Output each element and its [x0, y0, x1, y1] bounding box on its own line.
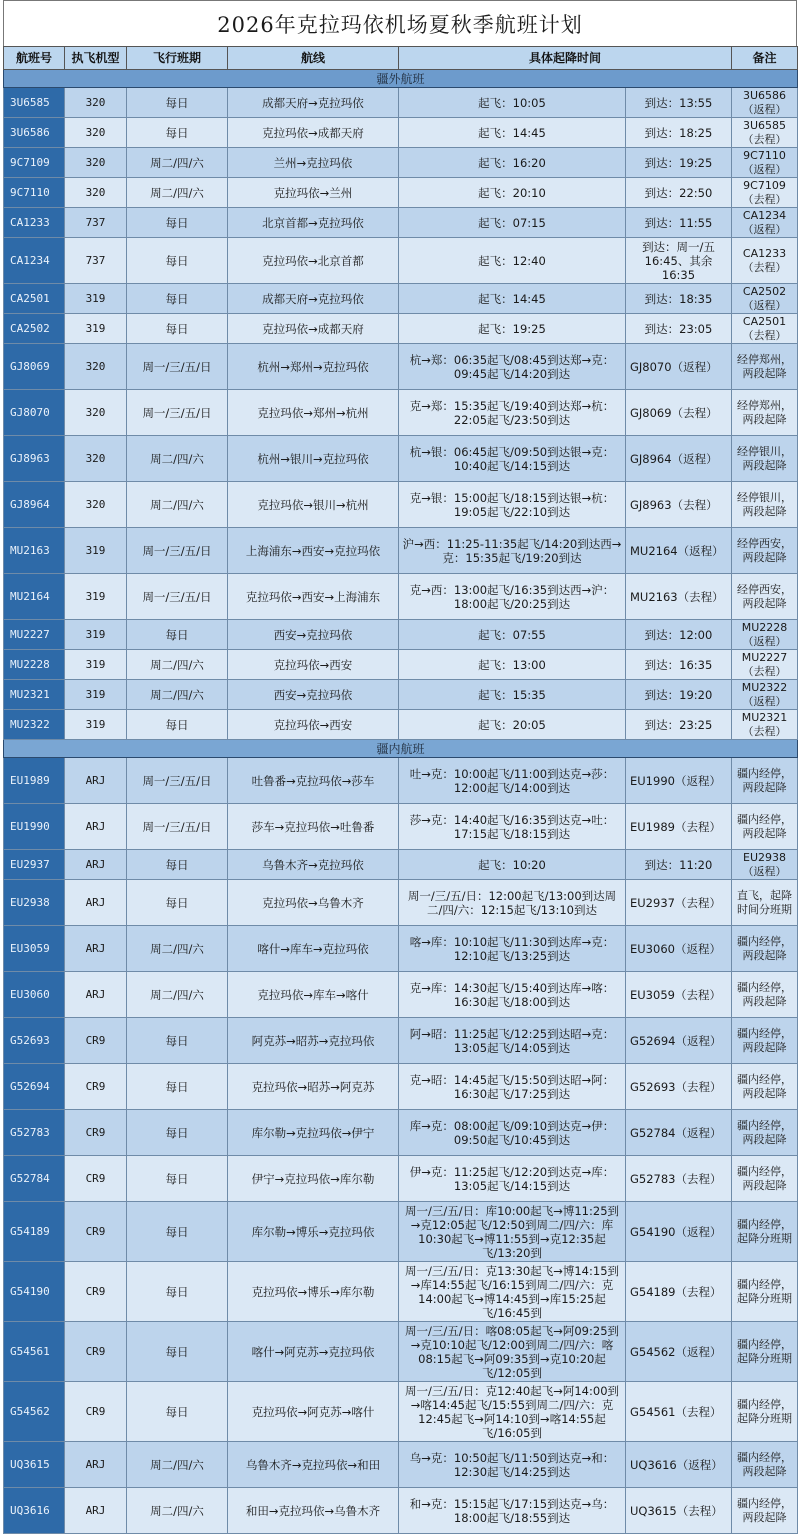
- aircraft-cell: 319: [65, 284, 127, 314]
- note-cell: 疆内经停，两段起降: [732, 804, 798, 850]
- days-cell: 每日: [127, 88, 228, 118]
- route-cell: 成都天府→克拉玛依: [228, 284, 399, 314]
- departure-cell: 伊→克：11:25起飞/12:20到达克→库：13:05起飞/14:15到达: [399, 1156, 626, 1202]
- header-note: 备注: [732, 47, 798, 70]
- table-row: [4, 118, 798, 148]
- departure-cell: 周一/三/五/日：喀08:05起飞→阿09:25到→克10:10起飞/12:00到周二/四/六：喀08:15起飞→阿09:35到→克10:20起飞/12:05到: [399, 1322, 626, 1382]
- departure-cell: 起飞：10:05: [399, 88, 626, 118]
- days-cell: 周二/四/六: [127, 178, 228, 208]
- section-title: 疆外航班: [4, 70, 798, 88]
- arrival-cell: 到达：19:25: [626, 148, 732, 178]
- departure-cell: 克→郑：15:35起飞/19:40到达郑→杭：22:05起飞/23:50到达: [399, 390, 626, 436]
- aircraft-cell: 319: [65, 620, 127, 650]
- days-cell: 每日: [127, 1156, 228, 1202]
- flight-number-cell: GJ8070: [4, 390, 65, 436]
- route-cell: 北京首都→克拉玛依: [228, 208, 399, 238]
- route-cell: 喀什→库车→克拉玛依: [228, 926, 399, 972]
- table-row: [4, 650, 798, 680]
- flight-number-cell: EU1989: [4, 758, 65, 804]
- flight-number-cell: G54562: [4, 1382, 65, 1442]
- arrival-cell: G52693（去程）: [626, 1064, 732, 1110]
- flight-number-cell: UQ3615: [4, 1442, 65, 1488]
- route-cell: 兰州→克拉玛依: [228, 148, 399, 178]
- departure-cell: 沪→西：11:25-11:35起飞/14:20到达西→克：15:35起飞/19:20到达: [399, 528, 626, 574]
- flight-number-cell: G54189: [4, 1202, 65, 1262]
- flight-number-cell: UQ3616: [4, 1488, 65, 1534]
- flight-number-cell: 9C7109: [4, 148, 65, 178]
- arrival-cell: GJ8069（去程）: [626, 390, 732, 436]
- days-cell: 周二/四/六: [127, 926, 228, 972]
- route-cell: 阿克苏→昭苏→克拉玛依: [228, 1018, 399, 1064]
- flight-number-cell: GJ8963: [4, 436, 65, 482]
- table-row: [4, 574, 798, 620]
- departure-cell: 周一/三/五/日：12:00起飞/13:00到达周二/四/六：12:15起飞/13:10到达: [399, 880, 626, 926]
- table-row: [4, 148, 798, 178]
- route-cell: 克拉玛依→郑州→杭州: [228, 390, 399, 436]
- aircraft-cell: ARJ: [65, 1488, 127, 1534]
- schedule-body: [4, 70, 798, 1534]
- days-cell: 每日: [127, 1322, 228, 1382]
- route-cell: 克拉玛依→阿克苏→喀什: [228, 1382, 399, 1442]
- table-row: [4, 850, 798, 880]
- note-cell: 疆内经停，两段起降: [732, 972, 798, 1018]
- departure-cell: 库→克：08:00起飞/09:10到达克→伊：09:50起飞/10:45到达: [399, 1110, 626, 1156]
- aircraft-cell: ARJ: [65, 972, 127, 1018]
- flight-number-cell: CA2502: [4, 314, 65, 344]
- aircraft-cell: ARJ: [65, 926, 127, 972]
- aircraft-cell: 320: [65, 148, 127, 178]
- note-cell: 疆内经停，两段起降: [732, 1018, 798, 1064]
- aircraft-cell: 320: [65, 436, 127, 482]
- arrival-cell: UQ3616（返程）: [626, 1442, 732, 1488]
- note-cell: 9C7110（返程）: [732, 148, 798, 178]
- note-cell: 疆内经停，两段起降: [732, 1110, 798, 1156]
- flight-number-cell: G52784: [4, 1156, 65, 1202]
- departure-cell: 杭→银：06:45起飞/09:50到达银→克：10:40起飞/14:15到达: [399, 436, 626, 482]
- arrival-cell: G54189（去程）: [626, 1262, 732, 1322]
- arrival-cell: 到达：19:20: [626, 680, 732, 710]
- departure-cell: 起飞：12:40: [399, 238, 626, 284]
- note-cell: CA2502（返程）: [732, 284, 798, 314]
- table-row: [4, 528, 798, 574]
- arrival-cell: 到达：12:00: [626, 620, 732, 650]
- aircraft-cell: CR9: [65, 1110, 127, 1156]
- aircraft-cell: 319: [65, 314, 127, 344]
- days-cell: 每日: [127, 1110, 228, 1156]
- arrival-cell: GJ8963（去程）: [626, 482, 732, 528]
- aircraft-cell: 319: [65, 710, 127, 740]
- arrival-cell: MU2163（去程）: [626, 574, 732, 620]
- flight-number-cell: 3U6586: [4, 118, 65, 148]
- note-cell: MU2227（去程）: [732, 650, 798, 680]
- note-cell: 9C7109（去程）: [732, 178, 798, 208]
- arrival-cell: 到达：22:50: [626, 178, 732, 208]
- table-row: [4, 208, 798, 238]
- flight-schedule-table: [3, 46, 798, 1534]
- arrival-cell: UQ3615（去程）: [626, 1488, 732, 1534]
- route-cell: 西安→克拉玛依: [228, 680, 399, 710]
- aircraft-cell: CR9: [65, 1156, 127, 1202]
- departure-cell: 乌→克：10:50起飞/11:50到达克→和：12:30起飞/14:25到达: [399, 1442, 626, 1488]
- aircraft-cell: 320: [65, 482, 127, 528]
- flight-number-cell: MU2164: [4, 574, 65, 620]
- route-cell: 克拉玛依→乌鲁木齐: [228, 880, 399, 926]
- table-row: [4, 178, 798, 208]
- days-cell: 每日: [127, 1064, 228, 1110]
- days-cell: 周一/三/五/日: [127, 804, 228, 850]
- table-row: [4, 620, 798, 650]
- route-cell: 克拉玛依→博乐→库尔勒: [228, 1262, 399, 1322]
- route-cell: 克拉玛依→成都天府: [228, 314, 399, 344]
- section-header-row: [4, 70, 798, 88]
- table-row: [4, 804, 798, 850]
- route-cell: 上海浦东→西安→克拉玛依: [228, 528, 399, 574]
- aircraft-cell: 320: [65, 178, 127, 208]
- arrival-cell: 到达：16:35: [626, 650, 732, 680]
- days-cell: 周二/四/六: [127, 436, 228, 482]
- aircraft-cell: 319: [65, 574, 127, 620]
- arrival-cell: 到达：11:55: [626, 208, 732, 238]
- days-cell: 每日: [127, 118, 228, 148]
- route-cell: 杭州→郑州→克拉玛依: [228, 344, 399, 390]
- table-row: [4, 972, 798, 1018]
- flight-number-cell: G54561: [4, 1322, 65, 1382]
- days-cell: 周一/三/五/日: [127, 574, 228, 620]
- days-cell: 周二/四/六: [127, 972, 228, 1018]
- aircraft-cell: ARJ: [65, 1442, 127, 1488]
- flight-number-cell: G52693: [4, 1018, 65, 1064]
- aircraft-cell: ARJ: [65, 804, 127, 850]
- days-cell: 周二/四/六: [127, 680, 228, 710]
- route-cell: 乌鲁木齐→克拉玛依: [228, 850, 399, 880]
- departure-cell: 和→克：15:15起飞/17:15到达克→乌：18:00起飞/18:55到达: [399, 1488, 626, 1534]
- arrival-cell: G54562（返程）: [626, 1322, 732, 1382]
- note-cell: CA2501（去程）: [732, 314, 798, 344]
- departure-cell: 莎→克：14:40起飞/16:35到达克→吐：17:15起飞/18:15到达: [399, 804, 626, 850]
- table-row: [4, 284, 798, 314]
- route-cell: 吐鲁番→克拉玛依→莎车: [228, 758, 399, 804]
- arrival-cell: GJ8964（返程）: [626, 436, 732, 482]
- table-row: [4, 1064, 798, 1110]
- aircraft-cell: 319: [65, 680, 127, 710]
- note-cell: 疆内经停，两段起降: [732, 926, 798, 972]
- header-days: 飞行班期: [127, 47, 228, 70]
- route-cell: 克拉玛依→北京首都: [228, 238, 399, 284]
- days-cell: 周二/四/六: [127, 650, 228, 680]
- header-times: 具体起降时间: [399, 47, 732, 70]
- header-route: 航线: [228, 47, 399, 70]
- schedule-sheet: [3, 0, 797, 1534]
- table-row: [4, 482, 798, 528]
- flight-number-cell: MU2322: [4, 710, 65, 740]
- note-cell: 3U6586（返程）: [732, 88, 798, 118]
- table-row: [4, 680, 798, 710]
- departure-cell: 起飞：14:45: [399, 118, 626, 148]
- aircraft-cell: CR9: [65, 1382, 127, 1442]
- days-cell: 每日: [127, 238, 228, 284]
- table-row: [4, 436, 798, 482]
- arrival-cell: MU2164（返程）: [626, 528, 732, 574]
- departure-cell: 起飞：14:45: [399, 284, 626, 314]
- section-header-row: [4, 740, 798, 758]
- note-cell: 经停郑州，两段起降: [732, 390, 798, 436]
- aircraft-cell: 737: [65, 238, 127, 284]
- days-cell: 每日: [127, 710, 228, 740]
- flight-number-cell: GJ8964: [4, 482, 65, 528]
- flight-number-cell: EU2937: [4, 850, 65, 880]
- note-cell: MU2228（返程）: [732, 620, 798, 650]
- departure-cell: 起飞：15:35: [399, 680, 626, 710]
- departure-cell: 起飞：20:10: [399, 178, 626, 208]
- arrival-cell: G52783（去程）: [626, 1156, 732, 1202]
- section-title: 疆内航班: [4, 740, 798, 758]
- route-cell: 克拉玛依→成都天府: [228, 118, 399, 148]
- flight-number-cell: GJ8069: [4, 344, 65, 390]
- page-title: 2026年克拉玛依机场夏秋季航班计划: [3, 0, 797, 46]
- aircraft-cell: CR9: [65, 1322, 127, 1382]
- arrival-cell: 到达：18:25: [626, 118, 732, 148]
- table-row: [4, 1382, 798, 1442]
- header-row: [4, 47, 798, 70]
- departure-cell: 周一/三/五/日：库10:00起飞→博11:25到→克12:05起飞/12:50到周二/四/六：库10:30起飞→博11:55到→克12:35起飞/13:20到: [399, 1202, 626, 1262]
- table-row: [4, 88, 798, 118]
- flight-number-cell: EU3059: [4, 926, 65, 972]
- note-cell: 疆内经停，两段起降: [732, 1442, 798, 1488]
- note-cell: 疆内经停，起降分班期: [732, 1262, 798, 1322]
- table-row: [4, 926, 798, 972]
- note-cell: EU2938（返程）: [732, 850, 798, 880]
- days-cell: 周二/四/六: [127, 1488, 228, 1534]
- departure-cell: 起飞：10:20: [399, 850, 626, 880]
- days-cell: 每日: [127, 620, 228, 650]
- table-row: [4, 1442, 798, 1488]
- route-cell: 乌鲁木齐→克拉玛依→和田: [228, 1442, 399, 1488]
- route-cell: 伊宁→克拉玛依→库尔勒: [228, 1156, 399, 1202]
- aircraft-cell: 320: [65, 344, 127, 390]
- note-cell: 疆内经停，起降分班期: [732, 1202, 798, 1262]
- route-cell: 克拉玛依→兰州: [228, 178, 399, 208]
- flight-number-cell: CA2501: [4, 284, 65, 314]
- route-cell: 喀什→阿克苏→克拉玛依: [228, 1322, 399, 1382]
- arrival-cell: 到达：23:25: [626, 710, 732, 740]
- table-row: [4, 390, 798, 436]
- days-cell: 每日: [127, 208, 228, 238]
- arrival-cell: EU1989（去程）: [626, 804, 732, 850]
- arrival-cell: GJ8070（返程）: [626, 344, 732, 390]
- flight-number-cell: MU2163: [4, 528, 65, 574]
- aircraft-cell: ARJ: [65, 850, 127, 880]
- days-cell: 每日: [127, 1202, 228, 1262]
- days-cell: 每日: [127, 314, 228, 344]
- route-cell: 克拉玛依→西安: [228, 710, 399, 740]
- departure-cell: 起飞：20:05: [399, 710, 626, 740]
- route-cell: 克拉玛依→昭苏→阿克苏: [228, 1064, 399, 1110]
- table-row: [4, 344, 798, 390]
- flight-number-cell: G52694: [4, 1064, 65, 1110]
- route-cell: 库尔勒→克拉玛依→伊宁: [228, 1110, 399, 1156]
- arrival-cell: EU3059（去程）: [626, 972, 732, 1018]
- note-cell: 直飞，起降时间分班期: [732, 880, 798, 926]
- aircraft-cell: CR9: [65, 1262, 127, 1322]
- aircraft-cell: 319: [65, 528, 127, 574]
- note-cell: CA1233（去程）: [732, 238, 798, 284]
- flight-number-cell: CA1233: [4, 208, 65, 238]
- departure-cell: 克→库：14:30起飞/15:40到达库→喀：16:30起飞/18:00到达: [399, 972, 626, 1018]
- days-cell: 周二/四/六: [127, 148, 228, 178]
- flight-number-cell: EU2938: [4, 880, 65, 926]
- route-cell: 莎车→克拉玛依→吐鲁番: [228, 804, 399, 850]
- departure-cell: 起飞：16:20: [399, 148, 626, 178]
- note-cell: 疆内经停，起降分班期: [732, 1382, 798, 1442]
- table-row: [4, 1156, 798, 1202]
- arrival-cell: EU1990（返程）: [626, 758, 732, 804]
- departure-cell: 阿→昭：11:25起飞/12:25到达昭→克：13:05起飞/14:05到达: [399, 1018, 626, 1064]
- departure-cell: 起飞：07:55: [399, 620, 626, 650]
- arrival-cell: 到达：23:05: [626, 314, 732, 344]
- days-cell: 周一/三/五/日: [127, 528, 228, 574]
- days-cell: 每日: [127, 1262, 228, 1322]
- note-cell: 疆内经停，两段起降: [732, 1064, 798, 1110]
- days-cell: 每日: [127, 850, 228, 880]
- arrival-cell: 到达：18:35: [626, 284, 732, 314]
- note-cell: 疆内经停，两段起降: [732, 1488, 798, 1534]
- flight-number-cell: CA1234: [4, 238, 65, 284]
- aircraft-cell: 320: [65, 88, 127, 118]
- note-cell: 疆内经停，两段起降: [732, 758, 798, 804]
- table-row: [4, 1018, 798, 1064]
- route-cell: 库尔勒→博乐→克拉玛依: [228, 1202, 399, 1262]
- aircraft-cell: CR9: [65, 1202, 127, 1262]
- departure-cell: 克→昭：14:45起飞/15:50到达昭→阿：16:30起飞/17:25到达: [399, 1064, 626, 1110]
- days-cell: 每日: [127, 284, 228, 314]
- flight-number-cell: MU2321: [4, 680, 65, 710]
- departure-cell: 周一/三/五/日：克13:30起飞→博14:15到→库14:55起飞/16:15到周二/四/六：克14:00起飞→博14:45到→库15:25起飞/16:45到: [399, 1262, 626, 1322]
- departure-cell: 克→银：15:00起飞/18:15到达银→杭：19:05起飞/22:10到达: [399, 482, 626, 528]
- aircraft-cell: ARJ: [65, 880, 127, 926]
- flight-number-cell: MU2227: [4, 620, 65, 650]
- departure-cell: 克→西：13:00起飞/16:35到达西→沪：18:00起飞/20:25到达: [399, 574, 626, 620]
- route-cell: 和田→克拉玛依→乌鲁木齐: [228, 1488, 399, 1534]
- table-row: [4, 1202, 798, 1262]
- aircraft-cell: 737: [65, 208, 127, 238]
- days-cell: 每日: [127, 880, 228, 926]
- departure-cell: 起飞：19:25: [399, 314, 626, 344]
- note-cell: 经停西安，两段起降: [732, 574, 798, 620]
- days-cell: 周一/三/五/日: [127, 758, 228, 804]
- route-cell: 克拉玛依→西安: [228, 650, 399, 680]
- days-cell: 周一/三/五/日: [127, 390, 228, 436]
- arrival-cell: EU3060（返程）: [626, 926, 732, 972]
- route-cell: 杭州→银川→克拉玛依: [228, 436, 399, 482]
- note-cell: 疆内经停，起降分班期: [732, 1322, 798, 1382]
- departure-cell: 起飞：13:00: [399, 650, 626, 680]
- flight-number-cell: MU2228: [4, 650, 65, 680]
- table-row: [4, 1262, 798, 1322]
- note-cell: 经停银川，两段起降: [732, 482, 798, 528]
- flight-number-cell: 3U6585: [4, 88, 65, 118]
- route-cell: 西安→克拉玛依: [228, 620, 399, 650]
- flight-number-cell: EU1990: [4, 804, 65, 850]
- arrival-cell: 到达：13:55: [626, 88, 732, 118]
- departure-cell: 吐→克：10:00起飞/11:00到达克→莎：12:00起飞/14:00到达: [399, 758, 626, 804]
- days-cell: 每日: [127, 1018, 228, 1064]
- table-row: [4, 1488, 798, 1534]
- aircraft-cell: CR9: [65, 1064, 127, 1110]
- arrival-cell: EU2937（去程）: [626, 880, 732, 926]
- flight-number-cell: 9C7110: [4, 178, 65, 208]
- header-flight-no: 航班号: [4, 47, 65, 70]
- header-aircraft: 执飞机型: [65, 47, 127, 70]
- table-row: [4, 880, 798, 926]
- arrival-cell: G54190（返程）: [626, 1202, 732, 1262]
- departure-cell: 杭→郑：06:35起飞/08:45到达郑→克：09:45起飞/14:20到达: [399, 344, 626, 390]
- days-cell: 周二/四/六: [127, 482, 228, 528]
- note-cell: 经停银川，两段起降: [732, 436, 798, 482]
- table-row: [4, 238, 798, 284]
- aircraft-cell: 320: [65, 390, 127, 436]
- note-cell: 经停郑州，两段起降: [732, 344, 798, 390]
- route-cell: 克拉玛依→库车→喀什: [228, 972, 399, 1018]
- days-cell: 周一/三/五/日: [127, 344, 228, 390]
- route-cell: 克拉玛依→西安→上海浦东: [228, 574, 399, 620]
- days-cell: 每日: [127, 1382, 228, 1442]
- aircraft-cell: CR9: [65, 1018, 127, 1064]
- table-row: [4, 710, 798, 740]
- arrival-cell: 到达：周一/五 16:45、其余 16:35: [626, 238, 732, 284]
- arrival-cell: G54561（去程）: [626, 1382, 732, 1442]
- departure-cell: 周一/三/五/日：克12:40起飞→阿14:00到→喀14:45起飞/15:55到周二/四/六：克12:45起飞→阿14:10到→喀14:55起飞/16:05到: [399, 1382, 626, 1442]
- note-cell: 经停西安，两段起降: [732, 528, 798, 574]
- aircraft-cell: 319: [65, 650, 127, 680]
- aircraft-cell: ARJ: [65, 758, 127, 804]
- flight-number-cell: G54190: [4, 1262, 65, 1322]
- table-row: [4, 314, 798, 344]
- table-row: [4, 1110, 798, 1156]
- departure-cell: 喀→库：10:10起飞/11:30到达库→克：12:10起飞/13:25到达: [399, 926, 626, 972]
- arrival-cell: G52694（返程）: [626, 1018, 732, 1064]
- flight-number-cell: EU3060: [4, 972, 65, 1018]
- note-cell: MU2322（返程）: [732, 680, 798, 710]
- note-cell: MU2321（去程）: [732, 710, 798, 740]
- arrival-cell: 到达：11:20: [626, 850, 732, 880]
- route-cell: 克拉玛依→银川→杭州: [228, 482, 399, 528]
- note-cell: 疆内经停，两段起降: [732, 1156, 798, 1202]
- days-cell: 周二/四/六: [127, 1442, 228, 1488]
- note-cell: 3U6585（去程）: [732, 118, 798, 148]
- arrival-cell: G52784（返程）: [626, 1110, 732, 1156]
- note-cell: CA1234（返程）: [732, 208, 798, 238]
- table-row: [4, 1322, 798, 1382]
- departure-cell: 起飞：07:15: [399, 208, 626, 238]
- flight-number-cell: G52783: [4, 1110, 65, 1156]
- table-row: [4, 758, 798, 804]
- route-cell: 成都天府→克拉玛依: [228, 88, 399, 118]
- aircraft-cell: 320: [65, 118, 127, 148]
